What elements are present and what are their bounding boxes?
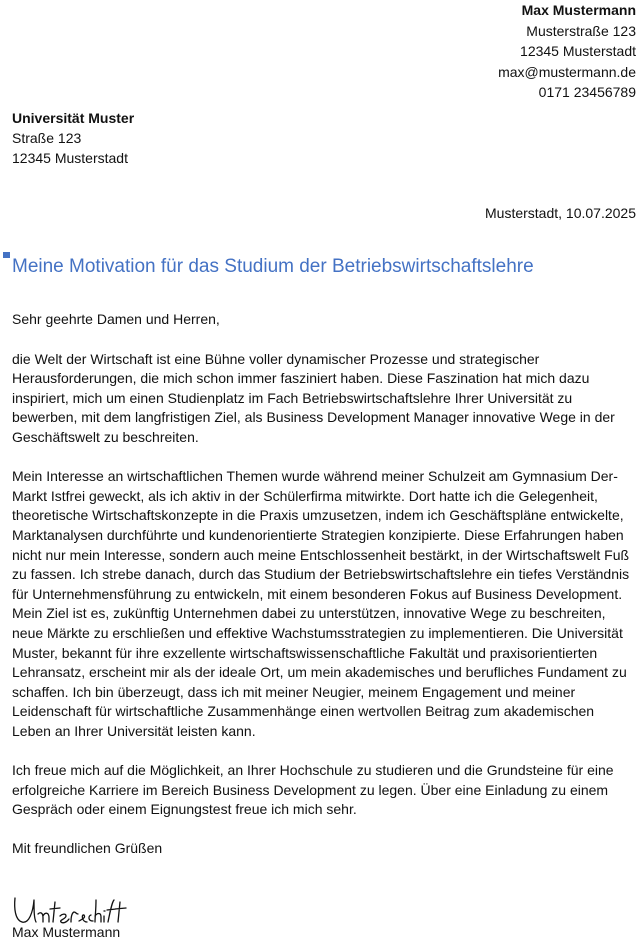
sender-name: Max Mustermann	[521, 2, 636, 18]
letter-date: Musterstadt, 10.07.2025	[485, 205, 636, 221]
salutation: Sehr geehrte Damen und Herren,	[12, 311, 220, 327]
recipient-city: 12345 Musterstadt	[12, 150, 128, 166]
signer-name: Max Mustermann	[12, 924, 121, 940]
sender-email: max@mustermann.de	[498, 63, 636, 80]
sender-phone: 0171 23456789	[538, 84, 636, 100]
body-paragraph-1: die Welt der Wirtschaft ist eine Bühne voller dynamischer Prozesse und strategischer Herausforderungen, die mich schon immer fasziniert haben. Diese Faszination hat mich dazu inspiriert, mich um einen Studienplatz im Fach Betriebswirtschaftslehre Ihrer Universität zu bewerben, mit dem langfristigen Ziel, als Business Development Manager innovative Wege in der Geschäftswelt zu beschreiten.	[12, 350, 615, 445]
recipient-name: Universität Muster	[12, 110, 135, 126]
recipient-address	[12, 108, 134, 168]
body-paragraph-3: Ich freue mich auf die Möglichkeit, an Ihrer Hochschule zu studieren und die Grundsteine für eine erfolgreiche Karriere im Bereich Business Development zu legen. Über eine Einladung zu einem Gespräch oder einem Eignungstest freue ich mich sehr.	[12, 762, 614, 818]
body-paragraph-2: Mein Interesse an wirtschaftlichen Themen wurde während meiner Schulzeit am Gymnasium Der-Markt Istfrei geweckt, als ich aktiv in der Schülerfirma mitwirkte. Dort hatte ich die Gelegenheit, theoretische Wirtschaftskonzepte in die Praxis umzusetzen, indem ich Geschäftspläne entwickelte, Marktanalysen durchführte und kundenorientierte Strategien konzipierte. Diese Erfahrungen haben nicht nur mein Interesse, sondern auch meine Entschlossenheit bestärkt, in der Wirtschaftswelt Fuß zu fassen. Ich strebe danach, durch das Studium der Betriebswirtschaftslehre ein tiefes Verständnis für Unternehmensführung zu entwickeln, mit einem besonderen Fokus auf Business Development. Mein Ziel ist es, zukünftig Unternehmen dabei zu unterstützen, innovative Wege zu beschreiten, neue Märkte zu erschließen und effektive Wachstumsstrategien zu implementieren. Die Universität Muster, bekannt für ihre exzellente wirtschaftswissenschaftliche Fakultät und praxisorientierten Lehransatz, erscheint mir als der ideale Ort, um mein akademisches und berufliches Fundament zu schaffen. Ich bin überzeugt, dass ich mit meiner Neugier, meinem Engagement und meiner Leidenschaft für wirtschaftliche Zusammenhänge einen wertvollen Beitrag zum akademischen Leben an Ihrer Universität leisten kann.	[12, 468, 630, 739]
recipient-street: Straße 123	[12, 130, 82, 146]
heading-marker	[3, 252, 10, 258]
sender-address	[498, 0, 636, 103]
sender-city: 12345 Musterstadt	[520, 43, 636, 59]
closing: Mit freundlichen Grüßen	[12, 840, 163, 857]
letter-body	[12, 310, 636, 879]
sender-street: Musterstraße 123	[526, 22, 636, 39]
letter-subject: Meine Motivation für das Studium der Betriebswirtschaftslehre	[12, 256, 534, 277]
